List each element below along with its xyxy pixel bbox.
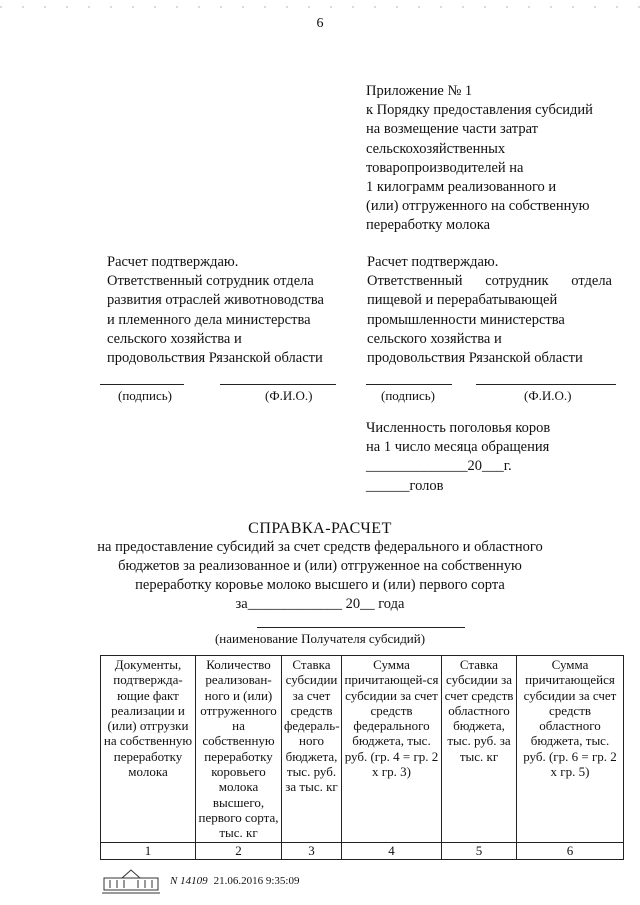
signature-line-left [100,384,184,385]
confirmation-line: Расчет подтверждаю. [367,254,499,270]
appendix-line: сельскохозяйственных [366,140,506,157]
confirmation-line: сельского хозяйства и [107,330,242,347]
confirmation-line: продовольствия Рязанской области [107,350,323,367]
doc-timestamp: 21.06.2016 9:35:09 [213,875,300,887]
table-header-cell: Ставка субсидии за счет средств областного бюджета, тыс. руб. за тыс. кг [442,656,517,843]
appendix-line: к Порядку предоставления субсидий [366,102,593,119]
appendix-header [366,82,593,236]
recipient-line [257,627,465,628]
column-number: 3 [282,842,342,859]
column-number: 6 [517,842,624,859]
title-line: переработку коровье молоко высшего и (или) первого сорта [135,577,505,593]
name-label-right: (Ф.И.О.) [524,388,572,403]
column-number: 2 [196,842,282,859]
confirmation-line: промышленности министерства [367,311,565,328]
table-header-cell: Документы, подтвержда-ющие факт реализации и (или) отгрузки на собственную переработку молока [101,656,196,843]
table-header-cell: Ставка субсидии за счет средств федераль-ного бюджета, тыс. руб. за тыс. кг [282,656,342,843]
column-number: 1 [101,842,196,859]
title-heading: СПРАВКА-РАСЧЕТ [248,520,392,537]
confirmation-line: Ответственный сотрудник отдела [107,273,314,290]
column-number: 4 [342,842,442,859]
name-line-right [476,384,616,385]
table-header-row [101,656,624,843]
signature-line-right [366,384,452,385]
column-number: 5 [442,842,517,859]
livestock-count-block [366,419,550,496]
confirmation-line: пищевой и перерабатывающей [367,292,558,309]
appendix-line: на возмещение части затрат [366,121,538,138]
livestock-heads-field: ______голов [366,477,444,494]
footer-stamp [100,866,299,896]
confirmation-line: сельского хозяйства и [367,330,502,347]
scan-artifact-top [0,6,640,8]
document-title [0,519,640,614]
appendix-line: Приложение № 1 [366,83,473,99]
title-line: на предоставление субсидий за счет средств федерального и областного [97,539,543,555]
confirmation-line: развития отраслей животноводства [107,292,324,309]
confirmation-line: Расчет подтверждаю. [107,254,239,270]
title-line: бюджетов за реализованное и (или) отгруженное на собственную [118,558,522,574]
confirmation-line: и племенного дела министерства [107,311,311,328]
appendix-line: товаропроизводителей на [366,159,524,176]
appendix-line: переработку молока [366,217,491,234]
livestock-line: на 1 число месяца обращения [366,439,550,456]
signature-label-right: (подпись) [381,388,435,403]
name-line-left [220,384,336,385]
livestock-line: Численность поголовья коров [366,420,551,436]
livestock-date-field: ______________20___г. [366,458,512,475]
confirmation-line: Ответственный сотрудник отдела [367,273,612,290]
confirmation-block-right [367,253,612,368]
confirmation-block-left [107,253,341,368]
confirmation-line: продовольствия Рязанской области [367,350,583,367]
title-period-line: за_____________ 20__ года [235,596,405,612]
subsidy-table [100,655,624,860]
recipient-label: (наименование Получателя субсидий) [214,631,426,646]
doc-number: N 14109 [170,875,208,887]
signature-label-left: (подпись) [118,388,172,403]
table-header-cell: Сумма причитающей-ся субсидии за счет средств федерального бюджета, тыс. руб. (гр. 4 = гр. 2 х гр. 3) [342,656,442,843]
appendix-line: 1 килограмм реализованного и [366,179,557,196]
table-header-cell: Количество реализован-ного и (или) отгруженного на собственную переработку коровьего молока высшего, первого сорта, тыс. кг [196,656,282,843]
registry-logo-icon [100,866,162,896]
name-label-left: (Ф.И.О.) [265,388,313,403]
table-row [101,842,624,859]
page-number: 6 [316,16,324,31]
table-header-cell: Сумма причитающейся субсидии за счет средств областного бюджета, тыс. руб. (гр. 6 = гр. 2 х гр. 5) [517,656,624,843]
appendix-line: (или) отгруженного на собственную [366,198,590,215]
